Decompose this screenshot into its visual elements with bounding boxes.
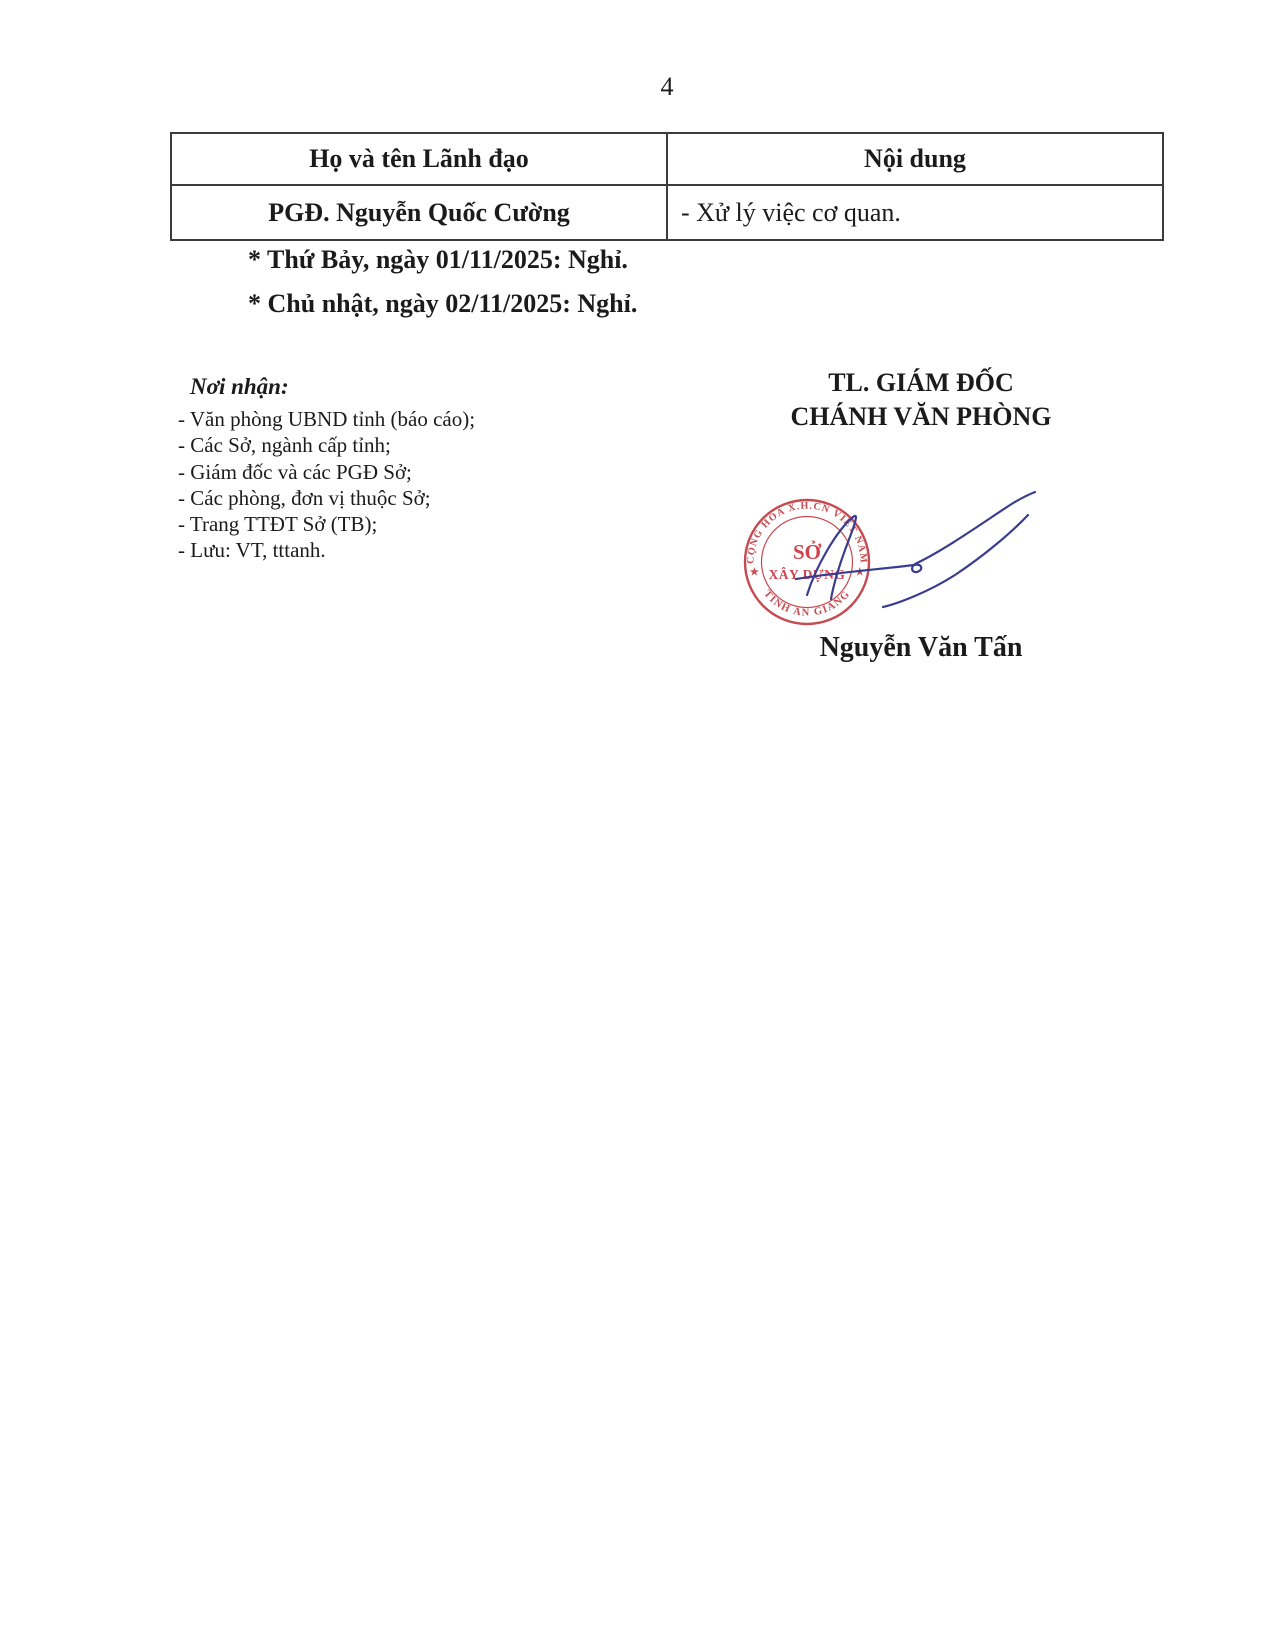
signature-stroke-return (883, 515, 1028, 607)
leader-name-cell: PGĐ. Nguyễn Quốc Cường (171, 185, 667, 240)
table-header-leader-name: Họ và tên Lãnh đạo (171, 133, 667, 185)
note-saturday: * Thứ Bảy, ngày 01/11/2025: Nghỉ. (248, 245, 628, 274)
page-number: 4 (660, 72, 674, 101)
stamp-center-text-line1: SỞ (792, 540, 822, 564)
signature-ink (780, 460, 1040, 615)
signer-name: Nguyễn Văn Tấn (819, 632, 1023, 663)
stamp-star-left-icon: ★ (749, 566, 759, 578)
recipient-item: - Văn phòng UBND tỉnh (báo cáo); (178, 407, 476, 431)
recipient-item: - Trang TTĐT Sở (TB); (178, 512, 378, 537)
recipients-title: Nơi nhận: (190, 374, 289, 399)
recipients-section (178, 374, 598, 564)
stamp-star-right-icon: ★ (855, 566, 865, 578)
signature-title-line2: CHÁNH VĂN PHÒNG (790, 402, 1052, 431)
recipient-item: - Giám đốc và các PGĐ Sở; (178, 459, 412, 484)
leadership-schedule-table (170, 132, 1164, 241)
stamp-top-arc-text: CỘNG HÒA X.H.CN VIỆT NAM (745, 500, 869, 565)
recipient-item: - Các Sở, ngành cấp tỉnh; (178, 433, 391, 458)
stamp-bottom-arc-text: TỈNH AN GIANG (761, 588, 853, 619)
signature-title-block (700, 366, 1142, 434)
table-header-row (171, 133, 1163, 185)
leader-content-cell: - Xử lý việc cơ quan. (667, 185, 1163, 240)
table-header-content: Nội dung (667, 133, 1163, 185)
recipient-item: - Lưu: VT, tttanh. (178, 538, 326, 563)
stamp-center-text-line2: XÂY DỰNG (768, 567, 846, 582)
signature-title-line1: TL. GIÁM ĐỐC (828, 368, 1014, 397)
signature-stroke-sweep (796, 492, 1035, 579)
handwritten-signature (780, 460, 1040, 615)
note-sunday: * Chủ nhật, ngày 02/11/2025: Nghỉ. (248, 289, 638, 318)
signature-stroke-spike (807, 516, 856, 599)
table-row (171, 185, 1163, 240)
recipient-item: - Các phòng, đơn vị thuộc Sở; (178, 485, 431, 510)
